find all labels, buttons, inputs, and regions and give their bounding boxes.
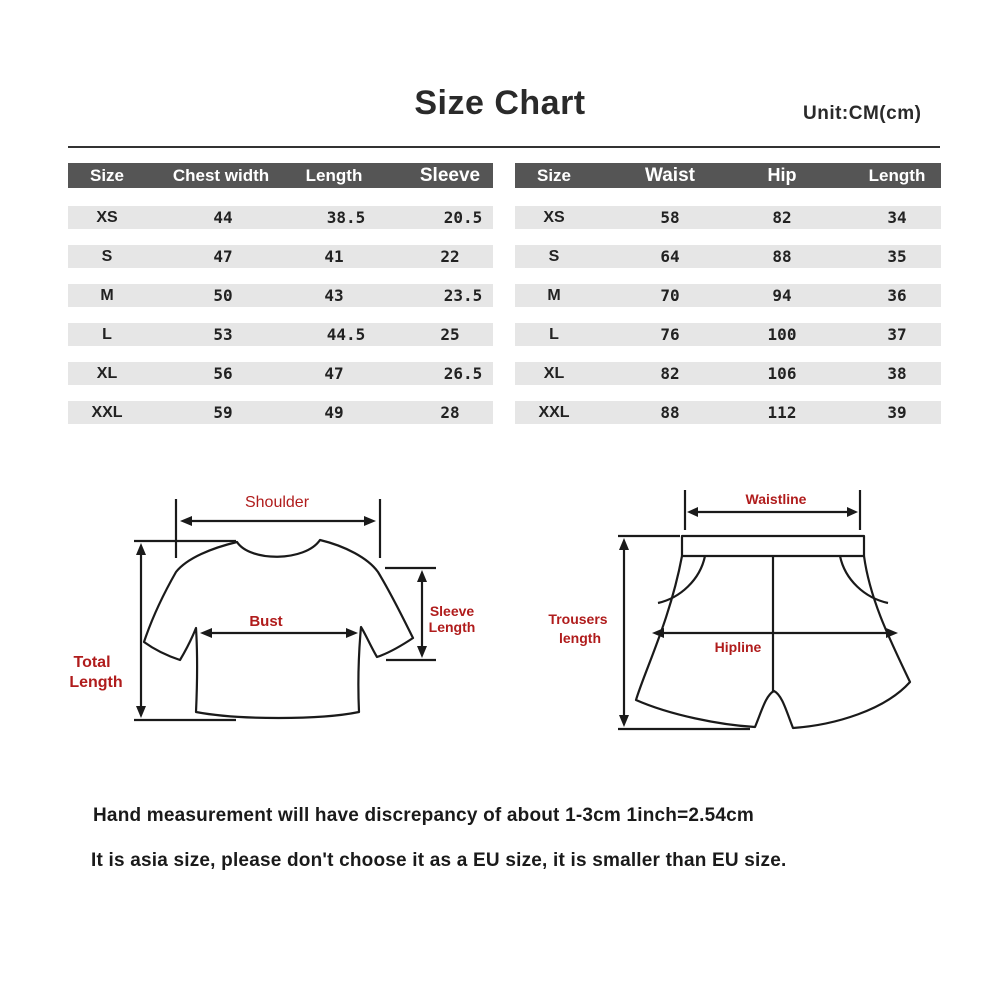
header-cell: Waist	[645, 165, 695, 186]
table-cell: 53	[213, 325, 233, 344]
table-cell: L	[549, 326, 559, 343]
total-length-label-1: Total	[73, 654, 111, 671]
table-cell: 38	[887, 364, 907, 383]
table-cell: 56	[213, 364, 233, 383]
table-cell: 41	[324, 247, 344, 266]
table-row	[515, 245, 941, 268]
bust-label: Bust	[249, 613, 283, 630]
table-cell: 47	[213, 247, 233, 266]
table-cell: 47	[324, 364, 344, 383]
table-cell: XS	[543, 209, 565, 226]
table-cell: XL	[543, 365, 565, 382]
table-row	[515, 362, 941, 385]
trousers-length-label-1: Trousers	[548, 611, 608, 627]
sleeve-length-label-2: Length	[428, 619, 476, 635]
table-row	[515, 206, 941, 229]
table-cell: 38.5	[326, 208, 366, 227]
waistline-label: Waistline	[745, 491, 807, 507]
table-cell: 50	[213, 286, 233, 305]
table-header	[68, 163, 493, 188]
table-cell: M	[547, 287, 561, 304]
table-cell: 25	[440, 325, 460, 344]
table-cell: 100	[767, 325, 797, 344]
table-cell: 26.5	[443, 364, 483, 383]
shorts-waistband	[682, 536, 864, 556]
table-cell: S	[101, 248, 113, 265]
header-cell: Sleeve	[419, 165, 481, 186]
hipline-label: Hipline	[714, 639, 762, 655]
table-cell: 28	[440, 403, 460, 422]
title-divider	[68, 146, 940, 148]
table-cell: 88	[660, 403, 680, 422]
table-cell: 76	[660, 325, 680, 344]
asia-size-note: It is asia size, please don't choose it as a EU size, it is smaller than EU size.	[91, 850, 787, 871]
table-cell: XS	[96, 209, 118, 226]
table-row	[68, 323, 493, 346]
page-title: Size Chart	[414, 84, 586, 122]
table-cell: 39	[887, 403, 907, 422]
table-cell: 58	[660, 208, 680, 227]
table-cell: 23.5	[443, 286, 483, 305]
table-cell: 43	[324, 286, 344, 305]
table-cell: XXL	[538, 404, 570, 421]
table-cell: 94	[772, 286, 792, 305]
trousers-length-label-2: length	[559, 630, 601, 646]
table-cell: 37	[887, 325, 907, 344]
table-cell: 44.5	[326, 325, 366, 344]
total-length-label-2: Length	[69, 674, 123, 691]
table-cell: 82	[660, 364, 680, 383]
header-cell: Length	[305, 166, 363, 185]
table-cell: 49	[324, 403, 344, 422]
tshirt-diagram	[0, 470, 500, 740]
table-cell: 70	[660, 286, 680, 305]
table-cell: XL	[96, 365, 118, 382]
shorts-diagram	[500, 470, 1000, 750]
table-cell: M	[100, 287, 114, 304]
shoulder-label: Shoulder	[244, 494, 310, 511]
table-cell: 88	[772, 247, 792, 266]
header-cell: Size	[536, 166, 572, 185]
table-row	[68, 206, 493, 229]
table-cell: 112	[767, 403, 797, 422]
table-cell: S	[548, 248, 560, 265]
table-cell: 82	[772, 208, 792, 227]
table-cell: 22	[440, 247, 460, 266]
table-cell: 34	[887, 208, 907, 227]
header-cell: Hip	[767, 165, 797, 185]
table-cell: 36	[887, 286, 907, 305]
table-row	[68, 362, 493, 385]
sleeve-length-label-1: Sleeve	[429, 603, 475, 619]
table-header	[515, 163, 941, 188]
table-row	[515, 401, 941, 424]
table-cell: 35	[887, 247, 907, 266]
header-cell: Chest width	[172, 166, 270, 185]
table-row	[68, 401, 493, 424]
measurement-note: Hand measurement will have discrepancy of about 1-3cm 1inch=2.54cm	[93, 805, 755, 826]
table-row	[515, 323, 941, 346]
table-cell: 64	[660, 247, 680, 266]
table-cell: 20.5	[443, 208, 483, 227]
header-cell: Length	[868, 166, 926, 185]
table-row	[68, 284, 493, 307]
table-cell: XXL	[91, 404, 123, 421]
table-cell: 106	[767, 364, 797, 383]
table-cell: L	[102, 326, 112, 343]
header-cell: Size	[89, 166, 125, 185]
table-cell: 44	[213, 208, 233, 227]
table-row	[68, 245, 493, 268]
unit-label: Unit:CM(cm)	[803, 103, 922, 124]
table-cell: 59	[213, 403, 233, 422]
table-row	[515, 284, 941, 307]
